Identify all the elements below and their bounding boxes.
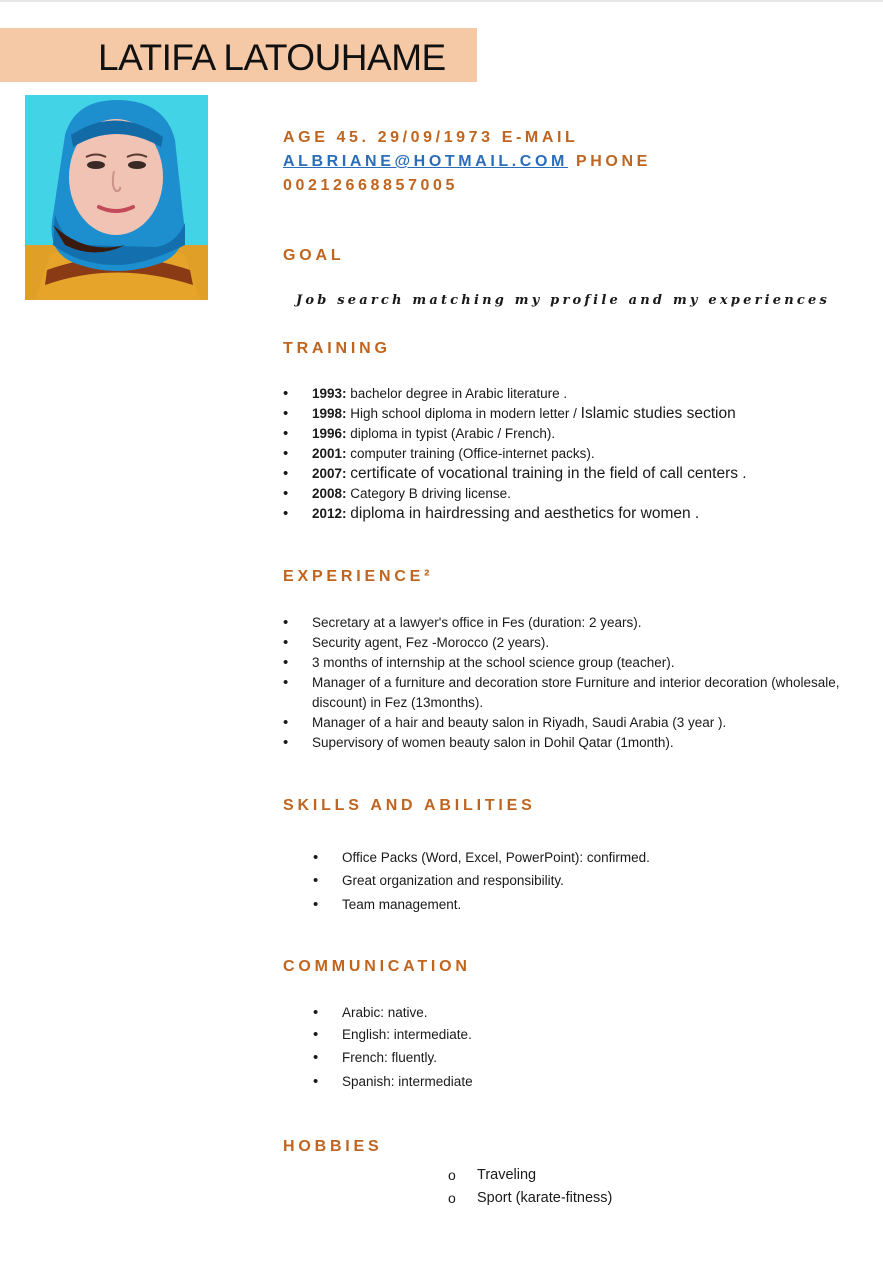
email-link[interactable]: ALBRIANE@HOTMAIL.COM bbox=[283, 153, 568, 170]
list-item: • 1993: bachelor degree in Arabic literature . bbox=[283, 384, 747, 404]
list-item: • 2007: certificate of vocational training in the field of call centers . bbox=[283, 464, 747, 484]
age-birthdate-email-label: AGE 45. 29/09/1973 E-MAIL bbox=[283, 129, 579, 146]
training-list bbox=[283, 384, 747, 524]
list-item: • Secretary at a lawyer's office in Fes (duration: 2 years). bbox=[283, 613, 853, 633]
skills-heading: SKILLS AND ABILITIES bbox=[283, 797, 536, 814]
list-item: • 2008: Category B driving license. bbox=[283, 484, 747, 504]
communication-heading: COMMUNICATION bbox=[283, 958, 471, 975]
goal-text: Job search matching my profile and my experiences bbox=[296, 293, 830, 308]
phone-label: PHONE bbox=[567, 153, 651, 170]
hobbies-heading: HOBBIES bbox=[283, 1138, 383, 1155]
skills-list bbox=[313, 846, 650, 917]
email-phone-line bbox=[283, 150, 873, 174]
list-item: • 1998: High school diploma in modern letter / Islamic studies section bbox=[283, 404, 747, 424]
list-item: • Manager of a furniture and decoration store Furniture and interior decoration (wholesale, discount) in Fez (13months). bbox=[283, 673, 853, 713]
training-heading: TRAINING bbox=[283, 340, 391, 357]
list-item: • Security agent, Fez -Morocco (2 years). bbox=[283, 633, 853, 653]
list-item: • 3 months of internship at the school science group (teacher). bbox=[283, 653, 853, 673]
list-item: • Office Packs (Word, Excel, PowerPoint): confirmed. bbox=[313, 846, 650, 869]
list-item: • French: fluently. bbox=[313, 1046, 473, 1069]
list-item: o Traveling bbox=[448, 1164, 612, 1187]
list-item: • Great organization and responsibility. bbox=[313, 869, 650, 892]
list-item: • English: intermediate. bbox=[313, 1024, 473, 1046]
list-item: • Manager of a hair and beauty salon in Riyadh, Saudi Arabia (3 year ). bbox=[283, 713, 853, 733]
experience-heading: EXPERIENCE² bbox=[283, 568, 434, 585]
list-item: • Supervisory of women beauty salon in Dohil Qatar (1month). bbox=[283, 733, 853, 753]
portrait-image bbox=[25, 95, 208, 300]
experience-list bbox=[283, 613, 853, 753]
phone-number: 00212668857005 bbox=[283, 177, 458, 194]
list-item: • 2012: diploma in hairdressing and aesthetics for women . bbox=[283, 504, 747, 524]
profile-photo bbox=[25, 95, 208, 300]
communication-list bbox=[313, 1002, 473, 1094]
list-item: • Team management. bbox=[313, 892, 650, 917]
hobbies-list bbox=[448, 1164, 612, 1210]
top-divider bbox=[0, 0, 883, 2]
list-item: o Sport (karate-fitness) bbox=[448, 1187, 612, 1210]
candidate-name: LATIFA LATOUHAME bbox=[98, 37, 446, 78]
goal-heading: GOAL bbox=[283, 247, 345, 264]
list-item: • Arabic: native. bbox=[313, 1002, 473, 1024]
contact-block bbox=[283, 126, 873, 198]
list-item: • Spanish: intermediate bbox=[313, 1069, 473, 1094]
list-item: • 2001: computer training (Office-internet packs). bbox=[283, 444, 747, 464]
list-item: • 1996: diploma in typist (Arabic / French). bbox=[283, 424, 747, 444]
name-banner bbox=[0, 28, 477, 82]
